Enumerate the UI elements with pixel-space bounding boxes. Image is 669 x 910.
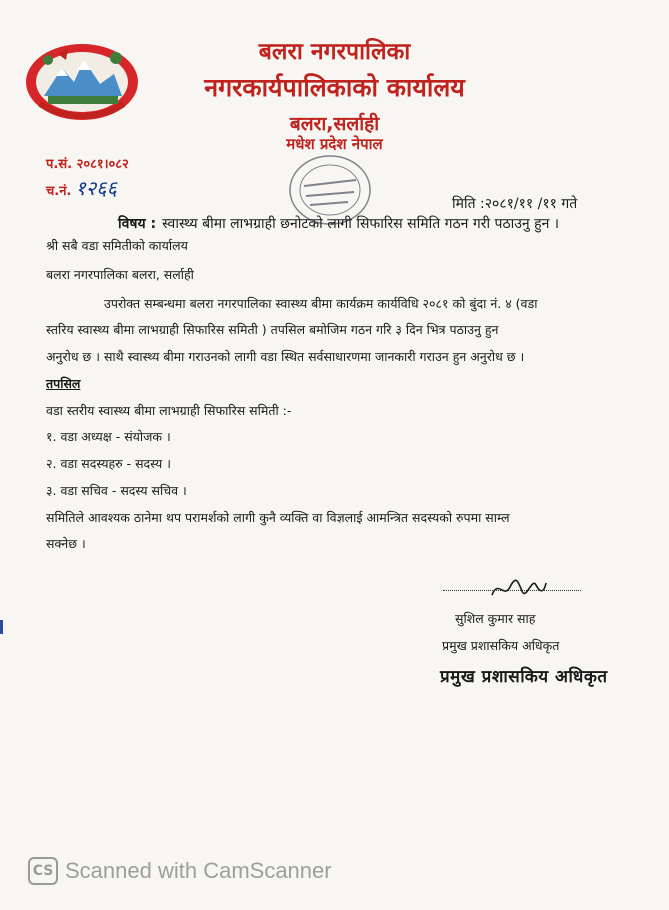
- signatory-name: सुशिल कुमार साह: [455, 611, 536, 626]
- recipient-line-1: श्री सबै वडा समितीको कार्यालय: [46, 238, 188, 253]
- committee-list-item: १. वडा अध्यक्ष - संयोजक ।: [46, 429, 171, 444]
- body-paragraph-line: सक्नेछ ।: [46, 536, 86, 551]
- letter-reference-number: प.सं. २०८१।०८२: [46, 157, 129, 172]
- letter-date: मिति :२०८१/११ /११ गते: [452, 196, 578, 212]
- subject-label: विषय :: [118, 216, 157, 232]
- dispatch-label: च.नं.: [46, 184, 72, 199]
- office-name: नगरकार्यपालिकाको कार्यालय: [204, 73, 465, 102]
- schedule-heading: तपसिल: [46, 376, 81, 391]
- committee-heading: वडा स्तरीय स्वास्थ्य बीमा लाभग्राही सिफारिस समिती :-: [46, 403, 292, 418]
- body-paragraph-line: समितिले आवश्यक ठानेमा थप परामर्शको लागी कुनै व्यक्ति वा विज्ञलाई आमन्त्रित सदस्यको रुपमा साम्ल: [46, 510, 510, 525]
- office-location: बलरा,सर्लाही: [289, 113, 380, 135]
- dispatch-number: [46, 174, 117, 201]
- camscanner-logo-icon: CS: [28, 857, 58, 885]
- camscanner-watermark: Scanned with CamScanner: [65, 858, 332, 883]
- committee-list-item: ३. वडा सचिव - सदस्य सचिव ।: [46, 483, 187, 498]
- body-paragraph-line: उपरोक्त सम्बन्धमा बलरा नगरपालिका स्वास्थ्य बीमा कार्यक्रम कार्यविधि २०८१ को बुंदा नं. ४ (वडा: [104, 296, 538, 311]
- municipality-name: बलरा नगरपालिका: [258, 39, 411, 65]
- committee-list-item: २. वडा सदस्यहरु - सदस्य ।: [46, 456, 171, 471]
- subject-text: स्वास्थ्य बीमा लाभग्राही छनोटको लागी सिफारिस समिति गठन गरी पठाउनु हुन ।: [162, 216, 560, 232]
- province-name: मधेश प्रदेश नेपाल: [286, 135, 383, 153]
- dispatch-number-value: १२६६: [75, 176, 117, 200]
- recipient-line-2: बलरा नगरपालिका बलरा, सर्लाही: [46, 267, 194, 282]
- designation-stamp: प्रमुख प्रशासकिय अधिकृत: [440, 667, 608, 687]
- subject-line: [118, 214, 559, 233]
- body-paragraph-line: अनुरोध छ । साथै स्वास्थ्य बीमा गराउनको लागी वडा स्थित सर्वसाधारणमा जानकारी गराउन हुन अनुरोध छ ।: [46, 349, 525, 364]
- signature-line: [443, 588, 581, 591]
- body-paragraph-line: स्तरिय स्वास्थ्य बीमा लाभग्राही सिफारिस समिती ) तपसिल बमोजिम गठन गरि ३ दिन भित्र पठाउनु हुन: [46, 322, 499, 337]
- scan-edge-mark: [0, 620, 3, 634]
- signatory-title: प्रमुख प्रशासकिय अधिकृत: [442, 638, 560, 653]
